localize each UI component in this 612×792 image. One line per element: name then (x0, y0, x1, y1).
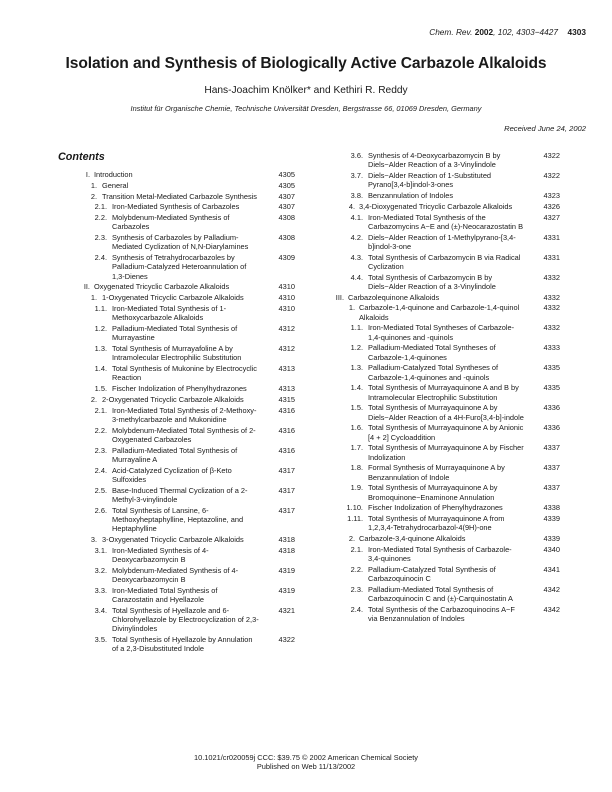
toc-entry-title: Formal Synthesis of Murrayaquinone A by Benzannulation of Indole (368, 463, 505, 482)
toc-entry-title: Carbazolequinone Alkaloids (348, 292, 440, 302)
toc-entry-title: Total Synthesis of Murrayaquinone A by Bromoquinone−Enaminone Annulation (368, 483, 498, 502)
toc-entry-page: 4335 (543, 363, 560, 373)
toc-entry-title: Iron-Mediated Total Syntheses of Carbazole-1,4-quinones and -quinols (368, 323, 515, 342)
toc-entry-number: 2.1. (94, 202, 107, 212)
toc-entry-number: 3.6. (350, 151, 363, 160)
toc-entry-title: Total Synthesis of Murrayaquinone A by Diels−Alder Reaction of a 4H-Furo[3,4-b]-indole (368, 403, 524, 422)
toc-entry-page: 4342 (543, 604, 560, 614)
toc-entry-page: 4338 (543, 503, 560, 513)
toc-entry-page: 4310 (278, 282, 295, 292)
toc-entry-title: Palladium-Catalyzed Total Syntheses of Carbazole-1,4-quinones and -quinols (368, 363, 499, 382)
toc-entry (324, 423, 560, 441)
toc-entry-number: 4. (348, 201, 355, 211)
toc-entry-title: 2-Oxygenated Tricyclic Carbazole Alkaloids (102, 394, 244, 404)
toc-entry-number: 2.3. (350, 584, 363, 594)
toc-entry-page: 4337 (543, 443, 560, 453)
toc-entry (324, 213, 560, 231)
toc-entry-number: 4.4. (350, 272, 363, 282)
toc-entry (58, 364, 295, 382)
toc-entry-title: Molybdenum-Mediated Synthesis of 4-Deoxycarbazomycin B (112, 565, 239, 584)
toc-entry-number: 1. (90, 293, 97, 303)
toc-entry (324, 202, 560, 211)
toc-entry (324, 293, 560, 302)
toc-entry-number: 3.1. (94, 545, 107, 555)
toc-entry-title: Carbazole-3,4-quinone Alkaloids (359, 534, 466, 544)
toc-entry-number: 4.2. (350, 232, 363, 242)
toc-entry-page: 4318 (278, 545, 295, 555)
toc-entry-title: Total Synthesis of Murrayaquinone A by Fischer Indolization (368, 443, 524, 462)
toc-entry-number: 1.1. (94, 303, 107, 313)
toc-entry (58, 181, 295, 190)
toc-entry-page: 4312 (278, 323, 295, 333)
toc-entry-page: 4332 (543, 303, 560, 313)
toc-entry (58, 566, 295, 584)
toc-entry (58, 506, 295, 534)
toc-entry (58, 546, 295, 564)
toc-entry-page: 4332 (543, 272, 560, 282)
toc-entry-number: 1.7. (350, 443, 363, 453)
toc-entry-page: 4317 (278, 465, 295, 475)
toc-entry-page: 4307 (278, 202, 295, 212)
toc-entry-title: Palladium-Mediated Total Synthesis of Carbazoquinocin C and (±)-Carquinostatin A (368, 584, 513, 604)
toc-entry-page: 4331 (543, 252, 560, 262)
toc-entry-number: III. (335, 292, 344, 302)
toc-entry-title: Diels−Alder Reaction of 1-Substituted Pyrano[3,4-b]indol-3-ones (368, 171, 492, 190)
toc-entry-number: 2.2. (350, 564, 363, 574)
toc-entry (58, 486, 295, 504)
toc-entry (58, 213, 295, 231)
toc-entry-page: 4331 (543, 232, 560, 242)
toc-entry-title: Synthesis of 4-Deoxycarbazomycin B by Diels−Alder Reaction of a 3-Vinylindole (368, 151, 501, 170)
toc-entry-number: 2.6. (94, 505, 107, 515)
toc-entry-title: Iron-Mediated Total Synthesis of 1-Methoxycarbazole Alkaloids (112, 303, 227, 323)
toc-entry-title: Total Synthesis of Murrayafoline A by Intramolecular Electrophilic Substitution (112, 343, 242, 363)
toc-entry (58, 535, 295, 544)
toc-entry-title: Diels−Alder Reaction of 1-Methylpyrano-[3,4-b]indol-3-one (368, 232, 516, 251)
toc-entry-number: 2.4. (94, 465, 107, 475)
toc-entry-page: 4322 (543, 171, 560, 180)
toc-entry (58, 202, 295, 211)
toc-entry (58, 635, 295, 653)
toc-entry-number: 1.10. (346, 503, 363, 513)
toc-entry-title: Oxygenated Tricyclic Carbazole Alkaloids (94, 282, 230, 292)
toc-entry (324, 545, 560, 563)
toc-entry-title: Palladium-Mediated Total Syntheses of Carbazole-1,4-quinones (368, 343, 496, 362)
toc-entry-number: 4.1. (350, 212, 363, 222)
toc-entry-page: 4332 (543, 323, 560, 333)
toc-entry (324, 585, 560, 603)
toc-entry (324, 273, 560, 291)
toc-entry-title: Introduction (94, 170, 133, 179)
toc-entry-page: 4322 (543, 151, 560, 160)
toc-entry-page: 4313 (278, 363, 295, 373)
journal-volume-pages: , 102, 4303−4427 (493, 27, 558, 37)
toc-entry-title: Molybdenum-Mediated Synthesis of Carbazoles (112, 213, 230, 232)
toc-entry-number: 3.8. (350, 191, 363, 200)
toc-entry-title: Total Synthesis of Hyellazole and 6-Chlorohyellazole by Electrocyclization of 2,3-Divinylindoles (112, 605, 259, 633)
toc-entry-page: 4316 (278, 425, 295, 435)
toc-entry-page: 4310 (278, 293, 295, 303)
affiliation: Institut für Organische Chemie, Technische Universität Dresden, Bergstrasse 66, 01069 Dresden, Germany (130, 104, 482, 113)
toc-entry-title: Iron-Mediated Total Synthesis of 2-Methoxy-3-methylcarbazole and Mukonidine (112, 405, 257, 424)
toc-entry (324, 514, 560, 532)
toc-entry (58, 233, 295, 251)
toc-entry-title: Palladium-Mediated Total Synthesis of Murrayaline A (112, 445, 238, 464)
toc-entry-number: 2.4. (350, 604, 363, 614)
toc-left-column (58, 170, 295, 655)
toc-entry-title: Fischer Indolization of Phenylhydrazones (368, 503, 503, 513)
article-title: Isolation and Synthesis of Biologically Active Carbazole Alkaloids (65, 55, 547, 72)
toc-entry-number: 3.7. (350, 171, 363, 180)
toc-entry (324, 233, 560, 251)
page-footer (0, 753, 612, 771)
toc-entry-title: Molybdenum-Mediated Total Synthesis of 2-Oxygenated Carbazoles (112, 425, 256, 444)
toc-entry (324, 383, 560, 401)
doi-copyright-line: 10.1021/cr020059j CCC: $39.75 © 2002 American Chemical Society (193, 753, 418, 762)
toc-entry-page: 4319 (278, 565, 295, 575)
toc-entry-title: General (102, 180, 129, 190)
toc-entry (324, 463, 560, 481)
toc-entry-page: 4332 (543, 292, 560, 302)
journal-year: 2002 (474, 27, 494, 37)
toc-entry-title: Iron-Mediated Synthesis of 4-Deoxycarbazomycin B (112, 545, 209, 564)
toc-entry (324, 151, 560, 169)
toc-entry-number: 1.5. (350, 403, 363, 413)
toc-entry-number: 1.4. (94, 363, 107, 373)
toc-entry-page: 4305 (278, 170, 295, 179)
toc-entry-number: 2.4. (94, 253, 107, 263)
toc-entry-number: 1.8. (350, 463, 363, 473)
toc-entry (58, 282, 295, 291)
toc-entry-page: 4335 (543, 383, 560, 393)
toc-entry-page: 4315 (278, 394, 295, 404)
toc-entry-number: 2.2. (94, 213, 107, 223)
toc-entry (58, 446, 295, 464)
toc-entry-page: 4339 (543, 514, 560, 524)
toc-entry (324, 534, 560, 543)
toc-entry-number: 1.6. (350, 423, 363, 433)
toc-entry-title: Total Synthesis of Murrayaquinone A from 1,2,3,4-Tetrahydrocarbazol-4(9H)-one (368, 514, 505, 533)
toc-entry-title: Acid-Catalyzed Cyclization of β-Keto Sulfoxides (112, 465, 232, 484)
toc-entry (324, 303, 560, 321)
toc-entry (324, 443, 560, 461)
toc-entry-number: 1. (348, 303, 355, 313)
toc-entry-title: 3-Oxygenated Tricyclic Carbazole Alkaloids (102, 534, 244, 544)
toc-entry-page: 4310 (278, 303, 295, 313)
toc-entry-number: 3.2. (94, 565, 107, 575)
toc-entry-number: 2.1. (350, 544, 363, 554)
toc-entry-page: 4319 (278, 585, 295, 595)
toc-entry-number: 2.5. (94, 485, 107, 495)
toc-entry-page: 4322 (278, 634, 295, 644)
toc-entry-number: 1.2. (350, 343, 363, 353)
toc-entry (58, 253, 295, 281)
toc-entry-page: 4316 (278, 405, 295, 415)
toc-entry-title: 3,4-Dioxygenated Tricyclic Carbazole Alkaloids (359, 201, 513, 211)
journal-citation (429, 27, 558, 37)
toc-entry (324, 403, 560, 421)
toc-entry (324, 483, 560, 501)
toc-entry-title: Carbazole-1,4-quinone and Carbazole-1,4-quinol Alkaloids (359, 303, 520, 322)
toc-entry-page: 4336 (543, 403, 560, 413)
toc-entry (58, 384, 295, 393)
toc-entry-number: 3.4. (94, 605, 107, 615)
toc-entry-title: Palladium-Catalyzed Total Synthesis of Carbazoquinocin C (368, 564, 496, 584)
toc-entry (324, 503, 560, 512)
toc-entry (324, 191, 560, 200)
toc-entry-title: Iron-Mediated Total Synthesis of the Carbazomycins A−E and (±)-Neocarazostatin B (368, 212, 524, 231)
toc-entry-number: 2.3. (94, 445, 107, 455)
toc-entry (324, 565, 560, 583)
toc-entry-page: 4313 (278, 383, 295, 393)
toc-entry-title: Total Synthesis of Lansine, 6-Methoxyheptaphylline, Heptazoline, and Heptaphylline (112, 505, 244, 533)
toc-entry-number: I. (85, 170, 90, 179)
toc-entry-title: Fischer Indolization of Phenylhydrazones (112, 383, 247, 393)
toc-entry-title: Total Synthesis of Carbazomycin B via Radical Cyclization (368, 252, 521, 271)
toc-entry (58, 344, 295, 362)
toc-entry-number: 3. (90, 534, 97, 544)
contents-heading: Contents (58, 151, 105, 163)
toc-entry-title: Iron-Mediated Total Synthesis of Carazostatin and Hyellazole (112, 585, 218, 604)
toc-entry (58, 586, 295, 604)
toc-right-column (324, 151, 560, 625)
toc-entry (58, 324, 295, 342)
toc-entry (58, 304, 295, 322)
toc-entry-page: 4333 (543, 343, 560, 353)
toc-entry-page: 4339 (543, 534, 560, 544)
toc-entry-page: 4321 (278, 605, 295, 615)
toc-entry (324, 253, 560, 271)
toc-entry (58, 606, 295, 634)
toc-entry (58, 293, 295, 302)
toc-entry-page: 4308 (278, 213, 295, 223)
toc-entry-page: 4305 (278, 180, 295, 190)
toc-entry-number: 3.3. (94, 585, 107, 595)
toc-entry-number: 1.9. (350, 483, 363, 493)
toc-entry-page: 4337 (543, 463, 560, 473)
toc-entry-number: 1.2. (94, 323, 107, 333)
author-list: Hans-Joachim Knölker* and Kethiri R. Reddy (204, 85, 408, 96)
toc-entry-number: 3.5. (94, 634, 107, 644)
toc-entry-title: Total Synthesis of Mukonine by Electrocyclic Reaction (112, 363, 258, 383)
page-number: 4303 (567, 27, 586, 37)
toc-entry-number: 1.5. (94, 383, 107, 393)
toc-entry-number: 2.1. (94, 405, 107, 415)
toc-entry (58, 395, 295, 404)
toc-entry-page: 4337 (543, 483, 560, 493)
toc-entry-page: 4318 (278, 534, 295, 544)
toc-entry (324, 323, 560, 341)
toc-entry-page: 4316 (278, 445, 295, 455)
toc-entry (58, 170, 295, 179)
toc-entry-number: 1.1. (350, 323, 363, 333)
toc-entry-title: Transition Metal-Mediated Carbazole Synthesis (102, 191, 258, 201)
toc-entry-number: 1.11. (347, 514, 363, 524)
toc-entry (58, 426, 295, 444)
toc-entry-number: 1.3. (94, 343, 107, 353)
toc-entry-page: 4317 (278, 485, 295, 495)
toc-entry (324, 363, 560, 381)
toc-entry-number: 2. (90, 191, 97, 201)
toc-entry-page: 4341 (543, 564, 560, 574)
toc-entry-title: Total Synthesis of the Carbazoquinocins A−F via Benzannulation of Indoles (368, 604, 515, 624)
toc-entry-page: 4312 (278, 343, 295, 353)
toc-entry-title: Synthesis of Tetrahydrocarbazoles by Palladium-Catalyzed Heteroannulation of 1,3-Dienes (112, 253, 247, 281)
toc-entry-title: Benzannulation of Indoles (368, 191, 454, 200)
published-line: Published on Web 11/13/2002 (256, 762, 356, 771)
toc-entry-page: 4323 (543, 191, 560, 200)
toc-entry-page: 4308 (278, 233, 295, 243)
toc-entry-title: Total Synthesis of Murrayaquinone A and B by Intramolecular Electrophilic Substitution (368, 383, 519, 402)
toc-entry-title: 1-Oxygenated Tricyclic Carbazole Alkaloids (102, 293, 244, 303)
toc-entry-page: 4326 (543, 201, 560, 211)
toc-entry-title: Base-Induced Thermal Cyclization of a 2-Methyl-3-vinylindole (112, 485, 248, 504)
toc-entry-number: 1.4. (350, 383, 363, 393)
toc-entry-page: 4307 (278, 191, 295, 201)
toc-entry (58, 192, 295, 201)
toc-entry-page: 4327 (543, 212, 560, 222)
toc-entry-page: 4336 (543, 423, 560, 433)
toc-entry-number: 2. (90, 394, 97, 404)
toc-entry-title: Total Synthesis of Carbazomycin B by Diels−Alder Reaction of a 3-Vinylindole (368, 272, 496, 291)
toc-entry (324, 343, 560, 361)
toc-entry (324, 171, 560, 189)
toc-entry-page: 4309 (278, 253, 295, 263)
toc-entry (324, 605, 560, 623)
toc-entry-number: 2. (348, 534, 355, 544)
journal-name: Chem. Rev. (429, 27, 473, 37)
toc-entry-number: 1.3. (350, 363, 363, 373)
toc-entry-title: Iron-Mediated Synthesis of Carbazoles (112, 202, 240, 212)
toc-entry (58, 466, 295, 484)
received-date: Received June 24, 2002 (504, 124, 586, 133)
toc-entry-number: 4.3. (350, 252, 363, 262)
toc-entry-number: 2.2. (94, 425, 107, 435)
toc-entry-page: 4342 (543, 584, 560, 594)
toc-entry-number: 1. (90, 180, 97, 190)
toc-entry-number: 2.3. (94, 233, 107, 243)
toc-entry (58, 406, 295, 424)
toc-entry-title: Synthesis of Carbazoles by Palladium-Mediated Cyclization of N,N-Diarylamines (112, 233, 249, 252)
toc-entry-page: 4340 (543, 544, 560, 554)
toc-entry-page: 4317 (278, 505, 295, 515)
toc-entry-title: Iron-Mediated Total Synthesis of Carbazole-3,4-quinones (368, 544, 512, 564)
toc-entry-number: II. (83, 282, 90, 292)
toc-entry-title: Palladium-Mediated Total Synthesis of Murrayastine (112, 323, 238, 343)
toc-entry-title: Total Synthesis of Murrayaquinone A by Anionic [4 + 2] Cycloaddition (368, 423, 524, 442)
toc-entry-title: Total Synthesis of Hyellazole by Annulation of a 2,3-Disubstituted Indole (112, 634, 253, 653)
